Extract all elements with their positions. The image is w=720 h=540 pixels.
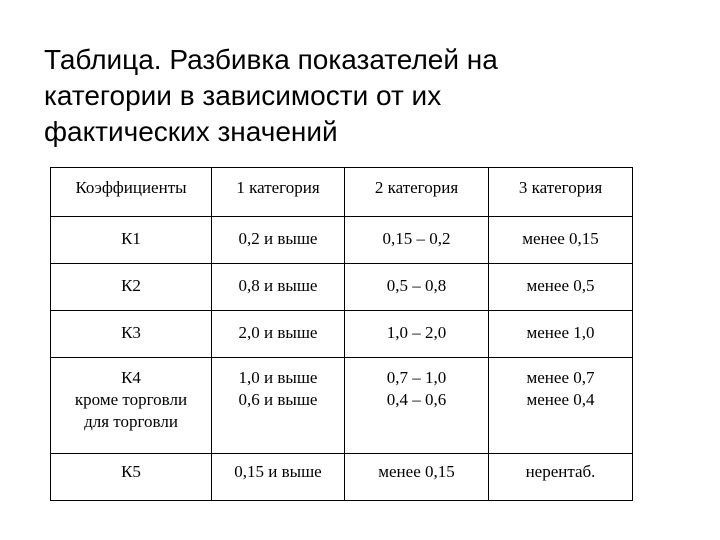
category-3-cell — [489, 358, 633, 454]
cell-line: для торговли — [84, 412, 178, 431]
cell-line: нерентаб. — [525, 462, 596, 481]
category-1-cell — [212, 311, 345, 358]
coefficient-name-cell — [51, 454, 212, 501]
table-header-row — [51, 168, 633, 217]
header-category-3: 3 категория — [489, 168, 633, 217]
cell-line: К3 — [121, 323, 141, 342]
cell-line: 1,0 и выше — [238, 368, 318, 387]
category-2-cell — [345, 454, 489, 501]
table-row — [51, 454, 633, 501]
cell-line: 0,15 и выше — [234, 462, 322, 481]
cell-line: менее 0,7 — [526, 368, 595, 387]
cell-line: 0,7 – 1,0 — [386, 368, 447, 387]
category-3-cell — [489, 217, 633, 264]
category-table — [50, 167, 633, 501]
category-2-cell — [345, 264, 489, 311]
title-line: категории в зависимости от их — [44, 80, 442, 111]
category-2-cell — [345, 217, 489, 264]
category-1-cell — [212, 454, 345, 501]
cell-line: менее 0,15 — [522, 229, 599, 248]
cell-line: 0,15 – 0,2 — [382, 229, 451, 248]
cell-line: 1,0 – 2,0 — [386, 323, 447, 342]
category-3-cell — [489, 454, 633, 501]
table-row — [51, 311, 633, 358]
cell-line: К5 — [121, 462, 141, 481]
cell-line: 2,0 и выше — [238, 323, 318, 342]
cell-line: 0,5 – 0,8 — [386, 276, 447, 295]
category-1-cell — [212, 358, 345, 454]
category-1-cell — [212, 264, 345, 311]
coefficient-name-cell — [51, 358, 212, 454]
cell-line: менее 0,15 — [378, 462, 455, 481]
cell-line: 0,4 – 0,6 — [386, 390, 447, 409]
cell-line: К2 — [121, 276, 141, 295]
table-row — [51, 264, 633, 311]
header-category-2: 2 категория — [345, 168, 489, 217]
cell-line: К1 — [121, 229, 141, 248]
coefficient-name-cell — [51, 217, 212, 264]
cell-line: 0,8 и выше — [238, 276, 318, 295]
category-1-cell — [212, 217, 345, 264]
category-2-cell — [345, 358, 489, 454]
slide-title — [44, 42, 684, 150]
cell-line: К4 — [121, 368, 141, 387]
coefficient-name-cell — [51, 264, 212, 311]
category-2-cell — [345, 311, 489, 358]
cell-line: менее 1,0 — [526, 323, 595, 342]
title-line: Таблица. Разбивка показателей на — [44, 44, 498, 75]
category-3-cell — [489, 311, 633, 358]
category-3-cell — [489, 264, 633, 311]
title-line: фактических значений — [44, 116, 338, 147]
header-coefficients: Коэффициенты — [51, 168, 212, 217]
cell-line: кроме торговли — [74, 390, 188, 409]
cell-line: менее 0,4 — [526, 390, 595, 409]
cell-line: 0,2 и выше — [238, 229, 318, 248]
cell-line: 0,6 и выше — [238, 390, 318, 409]
cell-line: менее 0,5 — [526, 276, 595, 295]
header-category-1: 1 категория — [212, 168, 345, 217]
table-row — [51, 217, 633, 264]
table-row — [51, 358, 633, 454]
coefficient-name-cell — [51, 311, 212, 358]
